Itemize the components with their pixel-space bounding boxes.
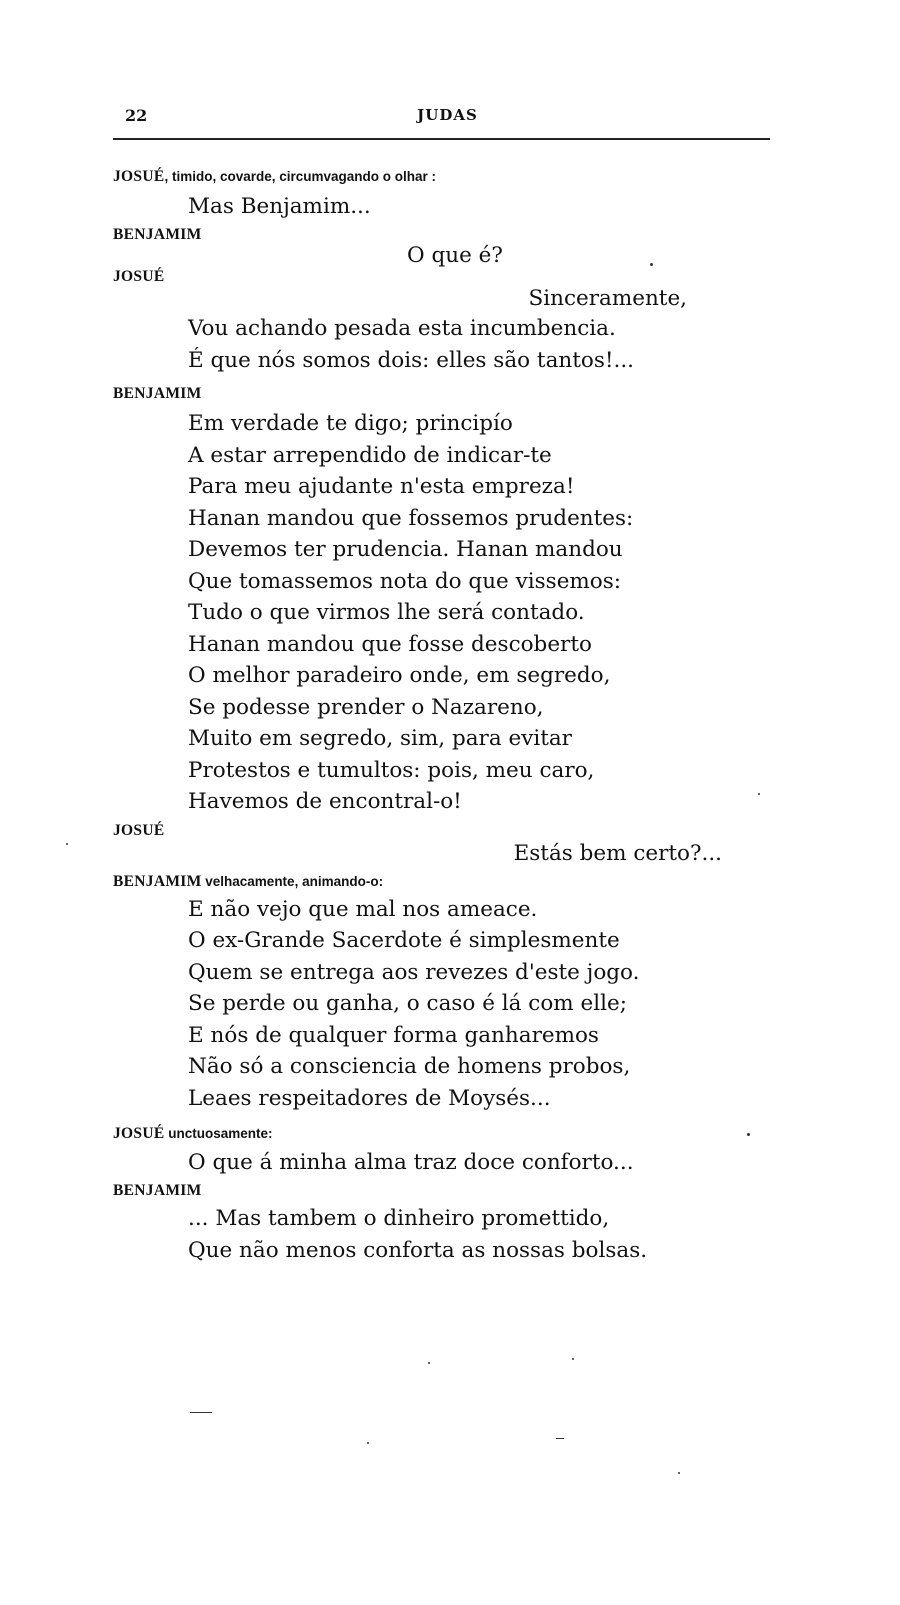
verse-line: Estás bem certo?... bbox=[513, 841, 722, 866]
speaker-heading bbox=[113, 168, 436, 186]
print-speck bbox=[650, 263, 653, 266]
verse-line: Não só a consciencia de homens probos, bbox=[188, 1054, 631, 1079]
speaker-name: BENJAMIM bbox=[113, 873, 202, 890]
verse-line: O melhor paradeiro onde, em segredo, bbox=[188, 663, 611, 688]
verse-line: Mas Benjamim... bbox=[188, 194, 371, 219]
print-speck bbox=[747, 1133, 750, 1136]
verse-line: Que tomassemos nota do que vissemos: bbox=[188, 569, 622, 594]
verse-line: Muito em segredo, sim, para evitar bbox=[188, 726, 572, 751]
speaker-heading bbox=[113, 1182, 202, 1200]
print-mark bbox=[556, 1438, 564, 1439]
verse-line: Em verdade te digo; principío bbox=[188, 411, 513, 436]
speaker-name: JOSUÉ bbox=[113, 1125, 165, 1142]
verse-line: Leaes respeitadores de Moysés... bbox=[188, 1086, 551, 1111]
verse-line: Quem se entrega aos revezes d'este jogo. bbox=[188, 960, 640, 985]
verse-line: Para meu ajudante n'esta empreza! bbox=[188, 474, 575, 499]
verse-line: Hanan mandou que fossemos prudentes: bbox=[188, 506, 634, 531]
verse-line: Protestos e tumultos: pois, meu caro, bbox=[188, 758, 595, 783]
verse-line: O que é? bbox=[407, 243, 503, 268]
speaker-heading bbox=[113, 873, 383, 891]
verse-line: E não vejo que mal nos ameace. bbox=[188, 897, 538, 922]
verse-line: Havemos de encontral-o! bbox=[188, 789, 462, 814]
verse-line: Que não menos conforta as nossas bolsas. bbox=[188, 1238, 648, 1263]
speaker-name: JOSUÉ bbox=[113, 268, 165, 285]
verse-line: Se perde ou ganha, o caso é lá com elle; bbox=[188, 991, 627, 1016]
verse-line: Hanan mandou que fosse descoberto bbox=[188, 632, 592, 657]
verse-line: Tudo o que virmos lhe será contado. bbox=[188, 600, 585, 625]
print-speck bbox=[678, 1472, 680, 1474]
verse-line: É que nós somos dois: elles são tantos!... bbox=[188, 348, 634, 373]
running-header bbox=[125, 106, 770, 128]
verse-line: Sinceramente, bbox=[528, 286, 687, 311]
print-speck bbox=[367, 1442, 369, 1444]
speaker-heading bbox=[113, 1125, 272, 1143]
speaker-heading bbox=[113, 385, 202, 403]
verse-line: Vou achando pesada esta incumbencia. bbox=[188, 316, 616, 341]
speaker-name: JOSUÉ bbox=[113, 822, 165, 839]
print-speck bbox=[66, 843, 68, 845]
header-rule bbox=[113, 138, 770, 140]
verse-line: A estar arrependido de indicar-te bbox=[188, 443, 552, 468]
speaker-name: BENJAMIM bbox=[113, 226, 202, 243]
speaker-heading bbox=[113, 226, 202, 244]
speaker-name: BENJAMIM bbox=[113, 1182, 202, 1199]
page-number: 22 bbox=[125, 106, 148, 125]
verse-line: ... Mas tambem o dinheiro promettido, bbox=[188, 1206, 610, 1231]
stage-direction: , timido, covarde, circumvagando o olhar : bbox=[164, 169, 437, 184]
speaker-heading bbox=[113, 268, 164, 286]
speaker-heading bbox=[113, 822, 164, 840]
verse-line: Devemos ter prudencia. Hanan mandou bbox=[188, 537, 623, 562]
verse-line: O que á minha alma traz doce conforto... bbox=[188, 1150, 634, 1175]
print-speck bbox=[758, 793, 760, 795]
print-mark bbox=[190, 1412, 212, 1413]
stage-direction: unctuosamente: bbox=[164, 1126, 273, 1141]
stage-direction: velhacamente, animando-o: bbox=[201, 874, 384, 889]
print-speck bbox=[428, 1362, 430, 1364]
print-speck bbox=[572, 1358, 574, 1360]
verse-line: Se podesse prender o Nazareno, bbox=[188, 695, 544, 720]
verse-line: E nós de qualquer forma ganharemos bbox=[188, 1023, 599, 1048]
speaker-name: BENJAMIM bbox=[113, 385, 202, 402]
running-title: JUDAS bbox=[417, 106, 478, 124]
speaker-name: JOSUÉ bbox=[113, 168, 165, 185]
verse-line: O ex-Grande Sacerdote é simplesmente bbox=[188, 928, 620, 953]
